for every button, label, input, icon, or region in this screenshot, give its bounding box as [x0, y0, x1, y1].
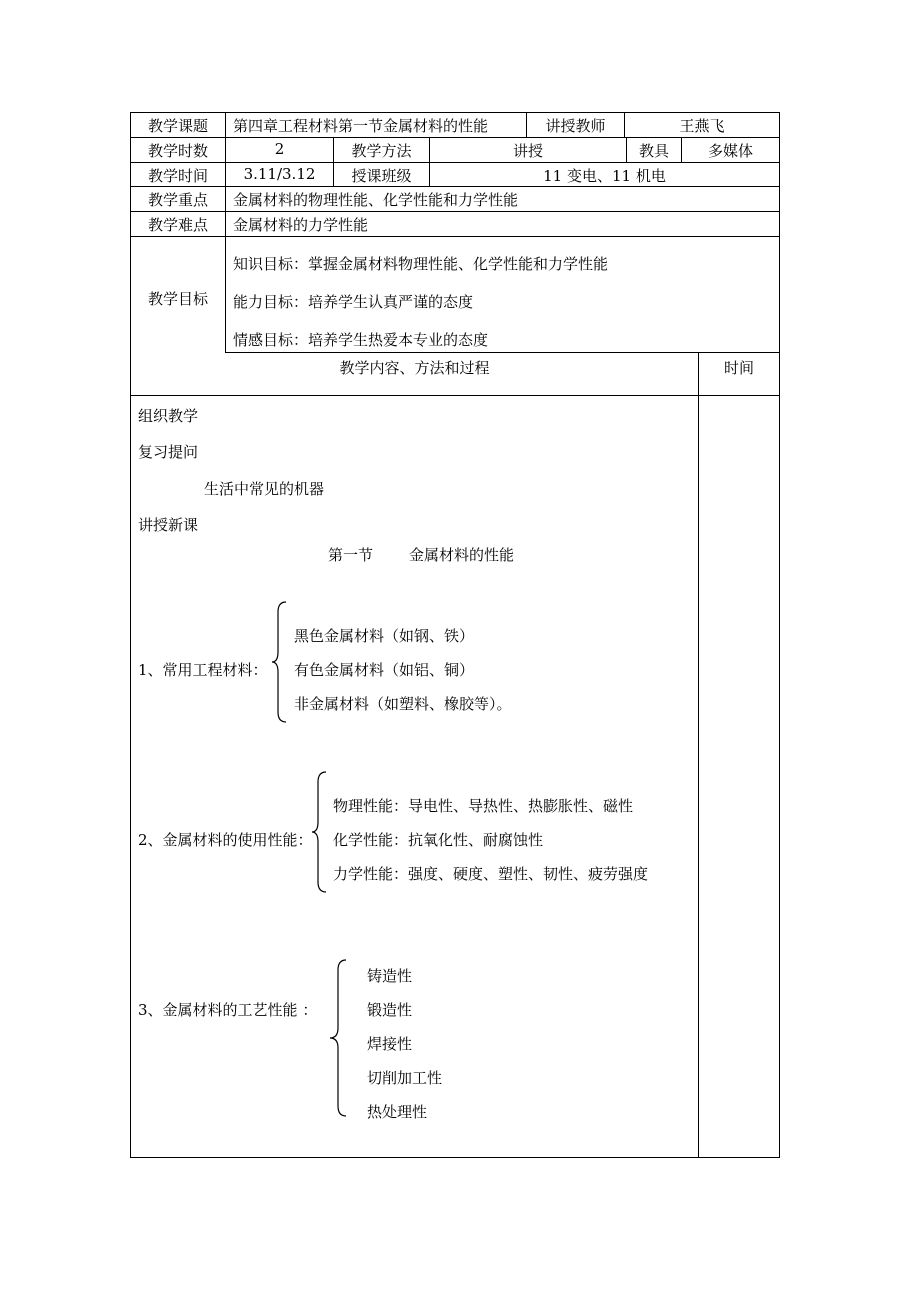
section-title: 金属材料的性能 — [409, 546, 515, 564]
key-label: 教学重点 — [147, 191, 208, 209]
group1-item: 非金属材料（如塑料、橡胶等）。 — [294, 695, 512, 713]
time-value: 3.11/3.12 — [243, 165, 316, 183]
course-topic-label: 教学课题 — [147, 117, 208, 135]
method-label: 教学方法 — [351, 142, 412, 160]
goal-emotion: 情感目标：培养学生热爱本专业的态度 — [233, 331, 489, 349]
group2-item: 物理性能：导电性、导热性、热膨胀性、磁性 — [333, 797, 634, 815]
time-header: 时间 — [723, 359, 754, 377]
group2-item: 化学性能：抗氧化性、耐腐蚀性 — [333, 831, 544, 849]
hours-label: 教学时数 — [147, 142, 208, 160]
group3-item: 焊接性 — [367, 1035, 413, 1053]
teacher-value: 王燕飞 — [679, 117, 725, 135]
left-brace-icon — [312, 770, 332, 894]
difficulty-label: 教学难点 — [147, 216, 208, 234]
goal-knowledge: 知识目标：掌握金属材料物理性能、化学性能和力学性能 — [233, 255, 609, 273]
review-item: 生活中常见的机器 — [204, 480, 325, 498]
tools-label: 教具 — [638, 142, 669, 160]
group1-item: 黑色金属材料（如钢、铁） — [294, 627, 475, 645]
group3-item: 热处理性 — [367, 1103, 428, 1121]
method-value: 讲授 — [512, 142, 543, 160]
section-number: 第一节 — [328, 546, 374, 564]
course-topic-value: 第四章工程材料第一节金属材料的性能 — [233, 117, 489, 135]
group3-item: 切削加工性 — [367, 1069, 443, 1087]
time-label: 教学时间 — [147, 167, 208, 185]
organize-teaching: 组织教学 — [138, 407, 199, 425]
group1-item: 有色金属材料（如铝、铜） — [294, 661, 475, 679]
goal-ability: 能力目标：培养学生认真严谨的态度 — [233, 293, 474, 311]
group2-item: 力学性能：强度、硬度、塑性、韧性、疲劳强度 — [333, 865, 649, 883]
goals-label: 教学目标 — [147, 290, 208, 308]
review-questions: 复习提问 — [138, 443, 199, 461]
left-brace-icon — [330, 958, 350, 1118]
new-lesson: 讲授新课 — [138, 516, 199, 534]
teacher-label: 讲授教师 — [545, 117, 606, 135]
hours-value: 2 — [274, 140, 285, 158]
group3-item: 铸造性 — [367, 967, 413, 985]
difficulty-value: 金属材料的力学性能 — [233, 216, 369, 234]
tools-value: 多媒体 — [707, 142, 753, 160]
class-value: 11 变电、11 机电 — [543, 167, 666, 185]
group3-item: 锻造性 — [367, 1001, 413, 1019]
group2-label: 2、金属材料的使用性能： — [138, 831, 313, 849]
key-value: 金属材料的物理性能、化学性能和力学性能 — [233, 191, 519, 209]
class-label: 授课班级 — [351, 167, 412, 185]
process-header: 教学内容、方法和过程 — [339, 359, 490, 377]
group3-label: 3、金属材料的工艺性能 ： — [138, 1001, 318, 1019]
group1-label: 1、常用工程材料： — [138, 661, 268, 679]
left-brace-icon — [272, 600, 292, 724]
